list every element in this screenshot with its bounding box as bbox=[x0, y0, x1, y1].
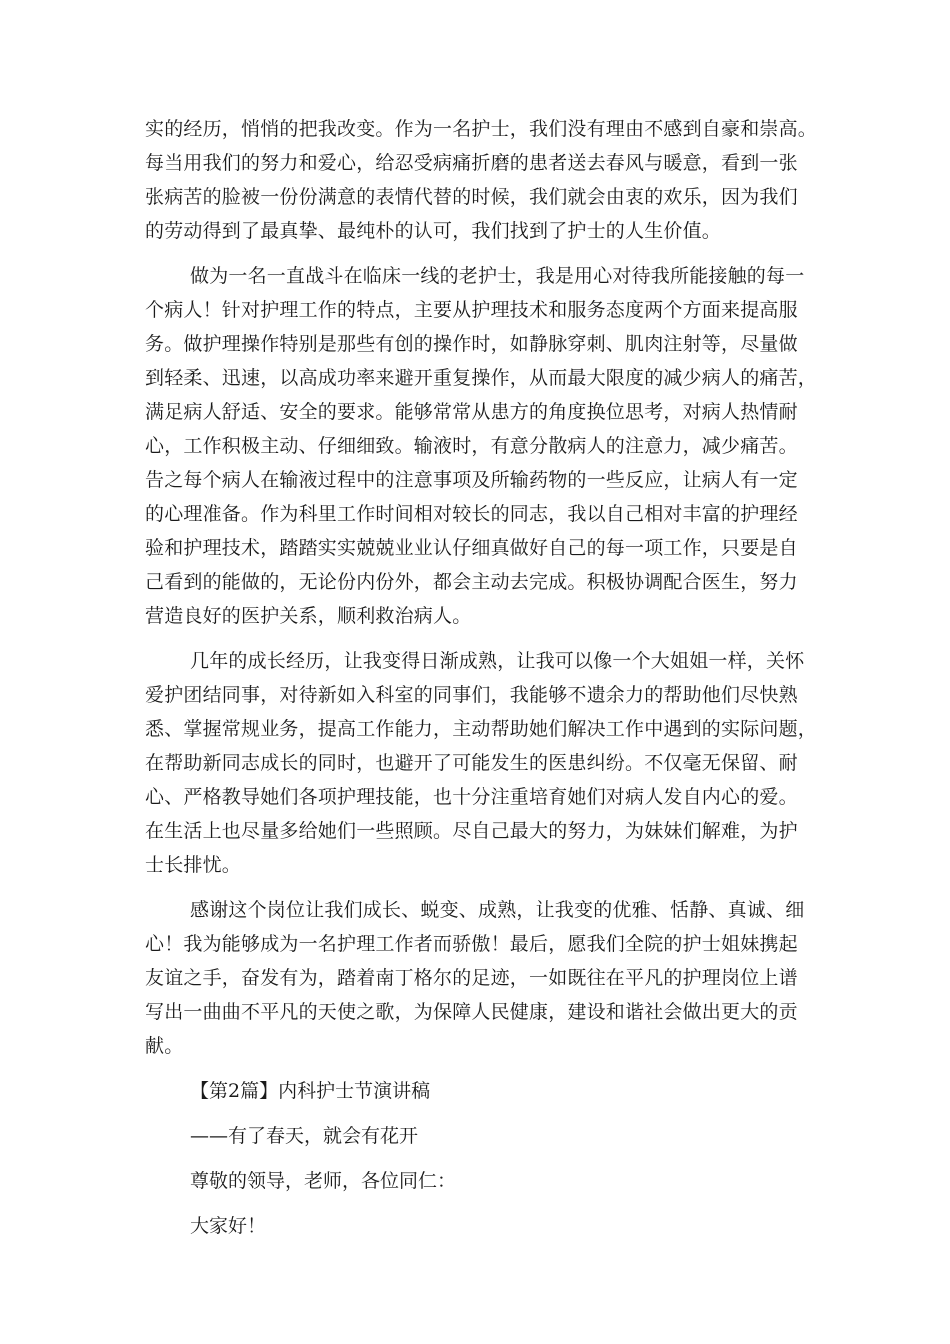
speech-subtitle: ——有了春天，就会有花开 bbox=[190, 1125, 419, 1147]
text-line: 士长排忧。 bbox=[145, 854, 242, 876]
text-line: 张病苦的脸被一份份满意的表情代替的时候，我们就会由衷的欢乐，因为我们 bbox=[145, 186, 798, 208]
text-line: 友谊之手，奋发有为，踏着南丁格尔的足迹，一如既往在平凡的护理岗位上谱 bbox=[145, 967, 798, 989]
salutation: 尊敬的领导，老师，各位同仁： bbox=[190, 1170, 457, 1192]
text-line: 心、严格教导她们各项护理技能，也十分注重培育她们对病人发自内心的爱。 bbox=[145, 786, 798, 808]
text-line: 务。做护理操作特别是那些有创的操作时，如静脉穿刺、肌肉注射等，尽量做 bbox=[145, 333, 798, 355]
text-line: 献。 bbox=[145, 1035, 184, 1057]
text-line: 实的经历，悄悄的把我改变。作为一名护士，我们没有理由不感到自豪和崇高。 bbox=[145, 118, 818, 140]
text-line: 感谢这个岗位让我们成长、蜕变、成熟，让我变的优雅、恬静、真诚、细 bbox=[190, 899, 805, 921]
text-line: 的心理准备。作为科里工作时间相对较长的同志，我以自己相对丰富的护理经 bbox=[145, 503, 798, 525]
text-line: 营造良好的医护关系，顺利救治病人。 bbox=[145, 605, 472, 627]
text-line: 告之每个病人在输液过程中的注意事项及所输药物的一些反应，让病人有一定 bbox=[145, 469, 798, 491]
text-line: 写出一曲曲不平凡的天使之歌，为保障人民健康，建设和谐社会做出更大的贡 bbox=[145, 1001, 798, 1023]
text-line: 的劳动得到了最真挚、最纯朴的认可，我们找到了护士的人生价值。 bbox=[145, 220, 722, 242]
text-line: 到轻柔、迅速，以高成功率来避开重复操作，从而最大限度的减少病人的痛苦， bbox=[145, 367, 818, 389]
text-line: 每当用我们的努力和爱心，给忍受病痛折磨的患者送去春风与暖意，看到一张 bbox=[145, 152, 798, 174]
text-line: 在生活上也尽量多给她们一些照顾。尽自己最大的努力，为妹妹们解难，为护 bbox=[145, 820, 798, 842]
document-page bbox=[145, 112, 818, 1254]
text-line: 心，工作积极主动、仔细细致。输液时，有意分散病人的注意力，减少痛苦。 bbox=[145, 435, 798, 457]
text-line: 己看到的能做的，无论份内份外，都会主动去完成。积极协调配合医生，努力 bbox=[145, 571, 798, 593]
paragraph-2 bbox=[145, 259, 818, 633]
text-line: 心！我为能够成为一名护理工作者而骄傲！最后，愿我们全院的护士姐妹携起 bbox=[145, 933, 798, 955]
text-line: 满足病人舒适、安全的要求。能够常常从患方的角度换位思考，对病人热情耐 bbox=[145, 401, 798, 423]
text-line: 做为一名一直战斗在临床一线的老护士，我是用心对待我所能接触的每一 bbox=[190, 265, 805, 287]
text-line: 几年的成长经历，让我变得日渐成熟，让我可以像一个大姐姐一样，关怀 bbox=[190, 650, 805, 672]
text-line: 个病人！针对护理工作的特点，主要从护理技术和服务态度两个方面来提高服 bbox=[145, 299, 798, 321]
text-line: 在帮助新同志成长的同时，也避开了可能发生的医患纠纷。不仅毫无保留、耐 bbox=[145, 752, 798, 774]
paragraph-1 bbox=[145, 112, 818, 248]
text-line: 悉、掌握常规业务，提高工作能力，主动帮助她们解决工作中遇到的实际问题， bbox=[145, 718, 818, 740]
text-line: 验和护理技术，踏踏实实兢兢业业认仔细真做好自己的每一项工作，只要是自 bbox=[145, 537, 798, 559]
greeting: 大家好！ bbox=[190, 1215, 267, 1237]
section-heading: 【第2篇】内科护士节演讲稿 bbox=[190, 1080, 431, 1102]
paragraph-3 bbox=[145, 644, 818, 882]
paragraph-4 bbox=[145, 893, 805, 1063]
text-line: 爱护团结同事，对待新如入科室的同事们，我能够不遗余力的帮助他们尽快熟 bbox=[145, 684, 798, 706]
